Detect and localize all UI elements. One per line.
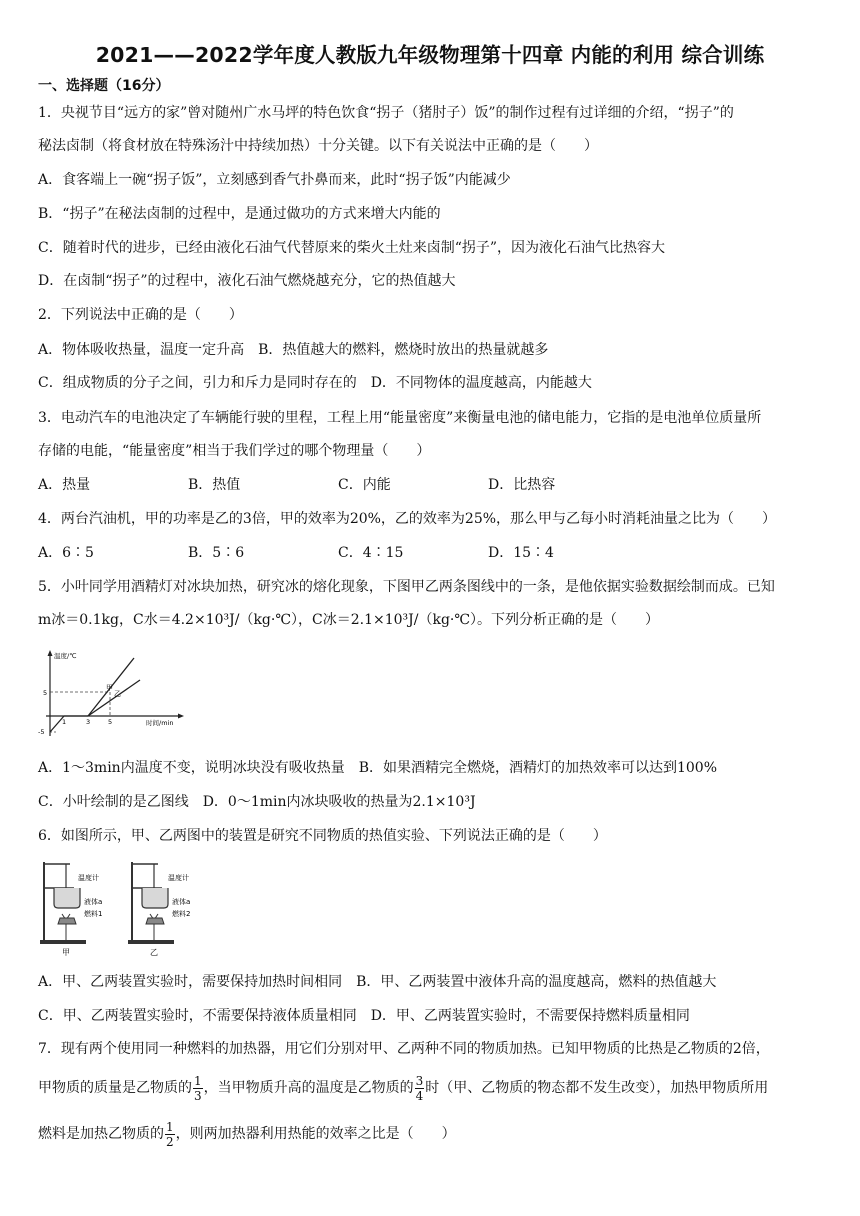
q3-option-c: C．内能	[338, 477, 391, 493]
stand-base	[128, 940, 174, 944]
fuel-burner	[146, 918, 164, 924]
fraction-numerator: 1	[166, 1119, 174, 1134]
q1-stem-line2: 秘法卤制（将食材放在特殊汤汁中持续加热）十分关键。以下有关说法中正确的是（ ）	[38, 138, 598, 154]
q5-options-ab: A．1～3min内温度不变，说明冰块没有吸收热量 B．如果酒精完全燃烧，酒精灯的加热效率可以达到100%	[38, 760, 718, 776]
right-liquid-label: 液体a	[172, 898, 191, 906]
tick-x-1: 1	[62, 718, 67, 726]
line-yi	[88, 680, 140, 716]
fraction-one-half	[165, 1120, 175, 1149]
left-caption: 甲	[62, 948, 70, 957]
graph-xlabel: 时间/min	[146, 719, 174, 727]
q1-option-b: B．“拐子”在秘法卤制的过程中，是通过做功的方式来增大内能的	[38, 206, 441, 222]
q7-stem-line2	[38, 1070, 768, 1106]
fraction-numerator: 3	[415, 1073, 424, 1088]
q2-options-cd: C．组成物质的分子之间，引力和斥力是同时存在的 D．不同物体的温度越高，内能越大	[38, 375, 592, 391]
q3-option-d: D．比热容	[488, 477, 556, 493]
graph-ylabel: 温度/℃	[54, 652, 77, 660]
fraction-denominator: 2	[166, 1134, 174, 1149]
tick-y-neg5: -5	[38, 728, 45, 736]
q4-option-c: C．4∶15	[338, 545, 404, 561]
q2-options-ab: A．物体吸收热量，温度一定升高 B．热值越大的燃料，燃烧时放出的热量就越多	[38, 342, 549, 358]
q7-text-2c: 时（甲、乙物质的物态都不发生改变），加热甲物质所用	[425, 1080, 769, 1096]
left-fuel-label: 燃料1	[84, 910, 103, 918]
fraction-three-quarters	[415, 1074, 425, 1103]
q6-options-cd: C．甲、乙两装置实验时，不需要保持液体质量相同 D．甲、乙两装置实验时，不需要保持燃料质量相同	[38, 1008, 690, 1024]
fraction-denominator: 4	[415, 1088, 424, 1103]
tick-x-5: 5	[108, 718, 113, 726]
fraction-denominator: 3	[194, 1088, 202, 1103]
q4-stem: 4．两台汽油机，甲的功率是乙的3倍，甲的效率为20%，乙的效率为25%，那么甲与乙每小时消耗油量之比为（ ）	[38, 511, 777, 527]
fuel-burner	[58, 918, 76, 924]
q3-option-a: A．热量	[38, 477, 91, 493]
q7-text-3a: 燃料是加热乙物质的	[38, 1126, 164, 1142]
q6-options-ab: A．甲、乙两装置实验时，需要保持加热时间相同 B．甲、乙两装置中液体升高的温度越高，燃料的热值越大	[38, 974, 717, 990]
q7-text-3b: ，则两加热器利用热能的效率之比是（ ）	[175, 1126, 456, 1142]
q7-stem-line1: 7．现有两个使用同一种燃料的加热器，用它们分别对甲、乙两种不同的物质加热。已知甲物质的比热是乙物质的2倍，	[38, 1041, 770, 1057]
beaker	[54, 888, 80, 908]
label-jia: 甲	[106, 684, 113, 692]
q1-option-c: C．随着时代的进步，已经由液化石油气代替原来的柴火土灶来卤制“拐子”，因为液化石油气比热容大	[38, 240, 666, 256]
q1-option-d: D．在卤制“拐子”的过程中，液化石油气燃烧越充分，它的热值越大	[38, 273, 456, 289]
q3-stem-line1: 3．电动汽车的电池决定了车辆能行驶的里程，工程上用“能量密度”来衡量电池的储电能力，它指的是电池单位质量所	[38, 410, 762, 426]
q5-options-cd: C．小叶绘制的是乙图线 D．0～1min内冰块吸收的热量为2.1×10³J	[38, 794, 476, 810]
stand-base	[40, 940, 86, 944]
page-title: 2021——2022学年度人教版九年级物理第十四章 内能的利用 综合训练	[95, 43, 765, 67]
label-yi: 乙	[114, 690, 121, 698]
q4-option-a: A．6∶5	[38, 545, 94, 561]
tick-x-3: 3	[86, 718, 91, 726]
q3-option-b: B．热值	[188, 477, 241, 493]
fraction-numerator: 1	[194, 1073, 202, 1088]
q1-option-a: A．食客端上一碗“拐子饭”，立刻感到香气扑鼻而来，此时“拐子饭”内能减少	[38, 172, 511, 188]
fraction-one-third	[193, 1074, 203, 1103]
right-caption: 乙	[150, 948, 158, 957]
heat-value-apparatus	[36, 858, 226, 958]
q3-stem-line2: 存储的电能，“能量密度”相当于我们学过的哪个物理量（ ）	[38, 443, 431, 459]
q7-text-2b: ，当甲物质升高的温度是乙物质的	[203, 1080, 414, 1096]
q2-stem: 2．下列说法中正确的是（ ）	[38, 307, 243, 323]
right-thermo-label: 温度计	[168, 874, 189, 882]
left-liquid-label: 液体a	[84, 898, 103, 906]
q6-stem: 6．如图所示，甲、乙两图中的装置是研究不同物质的热值实验、下列说法正确的是（ ）	[38, 828, 607, 844]
q4-option-d: D．15∶4	[488, 545, 554, 561]
q5-stem-line1: 5．小叶同学用酒精灯对冰块加热，研究冰的熔化现象，下图甲乙两条图线中的一条，是他依据实验数据绘制而成。已知	[38, 579, 775, 595]
q7-stem-line3	[38, 1116, 456, 1152]
apparatus-yi	[128, 862, 190, 957]
y-axis-arrow-icon	[48, 650, 53, 656]
q1-stem-line1: 1．央视节目“远方的家”曾对随州广水马坪的特色饮食“拐子（猪肘子）饭”的制作过程有过详细的介绍，“拐子”的	[38, 105, 734, 121]
x-axis-arrow-icon	[178, 714, 184, 719]
q7-text-2a: 甲物质的质量是乙物质的	[38, 1080, 192, 1096]
beaker	[142, 888, 168, 908]
q4-option-b: B．5∶6	[188, 545, 245, 561]
tick-y-5: 5	[43, 689, 48, 697]
ice-melting-graph	[36, 648, 186, 740]
q5-stem-line2: m冰＝0.1kg，C水＝4.2×10³J/（kg·℃），C冰＝2.1×10³J/（kg·℃）。下列分析正确的是（ ）	[38, 612, 660, 628]
section-heading: 一、选择题（16分）	[38, 78, 170, 94]
apparatus-jia	[40, 862, 102, 957]
right-fuel-label: 燃料2	[172, 910, 191, 918]
left-thermo-label: 温度计	[78, 874, 99, 882]
